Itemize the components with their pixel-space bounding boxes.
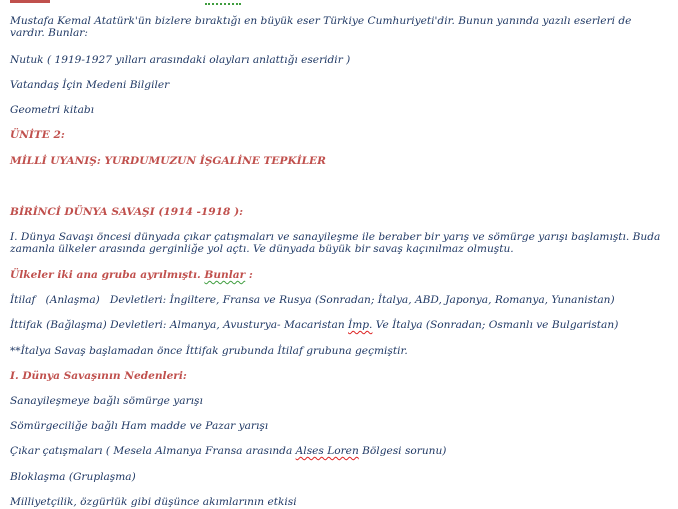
ittifak-line — [10, 319, 668, 331]
unit-title: MİLLİ UYANIŞ: YURDUMUZUN İŞGALİNE TEPKİLER — [10, 155, 326, 167]
itilaf-line: İtilaf (Anlaşma) Devletleri: İngiltere, Fransa ve Rusya (Sonradan; İtalya, ABD, Japonya, Romanya, Yunanistan) — [10, 294, 615, 306]
ittifak-text: İttifak (Bağlaşma) Devletleri: Almanya, Avusturya- Macaristan — [10, 319, 349, 331]
cause-item: Sömürgeciliğe bağlı Ham madde ve Pazar yarışı — [10, 420, 269, 432]
cause-item: Bloklaşma (Gruplaşma) — [10, 471, 136, 483]
unit-label: ÜNİTE 2: — [10, 129, 65, 141]
work-item-medeni-bilgiler: Vatandaş İçin Medeni Bilgiler — [10, 79, 170, 91]
previous-line-fragment — [10, 0, 240, 4]
spellcheck-marked-word: Alses Loren — [295, 445, 359, 457]
work-item-nutuk: Nutuk ( 1919-1927 yılları arasındaki olayları anlattığı eseridir ) — [10, 54, 351, 66]
section-title: BİRİNCİ DÜNYA SAVAŞI (1914 -1918 ): — [10, 206, 244, 218]
work-item-geometri: Geometri kitabı — [10, 104, 95, 116]
intro-paragraph: Mustafa Kemal Atatürk'ün bizlere bıraktığı en büyük eser Türkiye Cumhuriyeti'dir. Bunun yanında yazılı eserleri de vardır. Bunlar: — [10, 15, 632, 39]
cut-off-heading-fragment — [10, 0, 50, 3]
ww1-intro-paragraph: I. Dünya Savaşı öncesi dünyada çıkar çatışmaları ve sanayileşme ile beraber bir yarış ve sömürge yarışı başlamıştı. Buda zamanla ülkeler arasında gerginliğe yol açtı. Ve dünyada büyük bir savaş kaçınılmaz olmuştu. — [10, 231, 661, 255]
cause-item-cikar — [10, 445, 668, 457]
grammar-squiggle — [205, 0, 241, 5]
ittifak-text-end: Ve İtalya (Sonradan; Osmanlı ve Bulgaristan) — [372, 319, 619, 331]
causes-title: I. Dünya Savaşının Nedenleri: — [10, 370, 187, 382]
grammar-marked-word: Bunlar — [204, 269, 246, 281]
groups-line — [10, 269, 668, 281]
groups-line-colon: : — [245, 269, 253, 281]
cause-text: Çıkar çatışmaları ( Mesela Almanya Fransa arasında — [10, 445, 296, 457]
cause-text-end: Bölgesi sorunu) — [358, 445, 447, 457]
italy-note: **İtalya Savaş başlamadan önce İttifak grubunda İtilaf grubuna geçmiştir. — [10, 345, 408, 357]
groups-line-text: Ülkeler iki ana gruba ayrılmıştı. — [10, 269, 205, 281]
spellcheck-marked-word: İmp. — [348, 319, 373, 331]
cause-item: Milliyetçilik, özgürlük gibi düşünce akımlarının etkisi — [10, 496, 297, 508]
cause-item: Sanayileşmeye bağlı sömürge yarışı — [10, 395, 203, 407]
